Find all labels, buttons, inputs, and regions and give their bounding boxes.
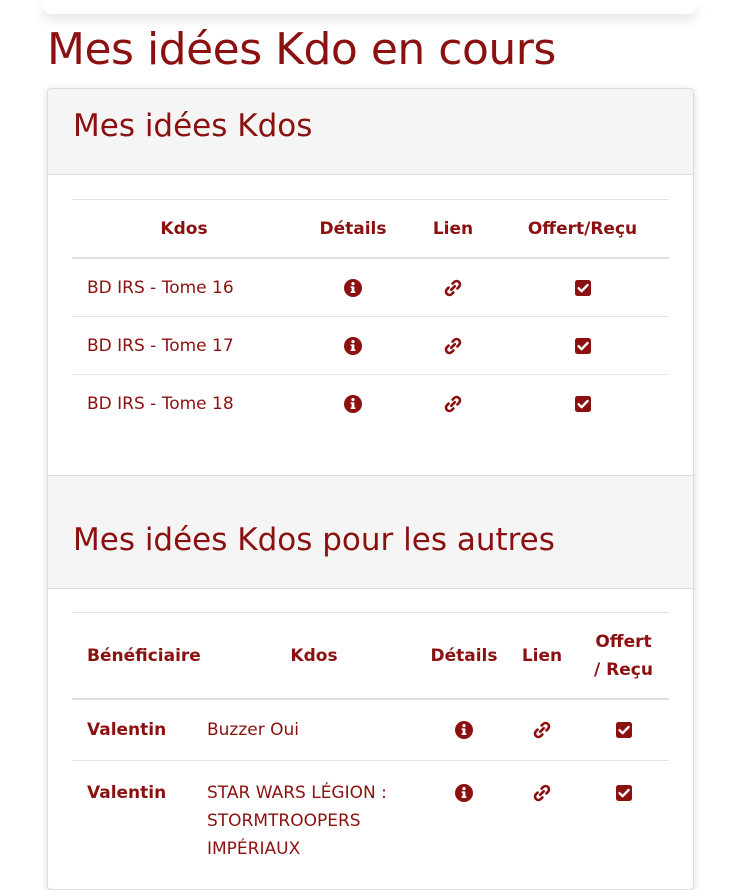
- kdo-name: BD IRS - Tome 18: [72, 375, 296, 433]
- table-row: [72, 761, 669, 880]
- table-row: [72, 375, 669, 433]
- col-offert-line1: Offert: [595, 631, 652, 652]
- checkbox-checked-icon[interactable]: [614, 783, 634, 803]
- kdo-name: BD IRS - Tome 16: [72, 258, 296, 317]
- col-lien: Lien: [410, 200, 496, 259]
- info-icon[interactable]: [343, 278, 363, 298]
- col-offert: [578, 613, 669, 700]
- table-row: [72, 258, 669, 317]
- table-row: [72, 699, 669, 761]
- col-details: Détails: [296, 200, 410, 259]
- col-kdos: Kdos: [206, 613, 422, 700]
- page-title: Mes idées Kdo en cours: [47, 24, 556, 75]
- info-icon[interactable]: [454, 783, 474, 803]
- section-mine-title: Mes idées Kdos: [73, 108, 313, 144]
- section-others-title: Mes idées Kdos pour les autres: [73, 522, 555, 558]
- table-header-row: [72, 200, 669, 259]
- beneficiaire-name: Valentin: [72, 699, 206, 761]
- checkbox-checked-icon[interactable]: [573, 278, 593, 298]
- beneficiaire-name: Valentin: [72, 761, 206, 880]
- info-icon[interactable]: [454, 720, 474, 740]
- section-others-header: [48, 475, 693, 589]
- kdo-name: BD IRS - Tome 17: [72, 317, 296, 375]
- col-offert: Offert/Reçu: [496, 200, 669, 259]
- checkbox-checked-icon[interactable]: [614, 720, 634, 740]
- kdo-card: [47, 88, 694, 890]
- kdo-name: STAR WARS LÉGION : STORMTROOPERS IMPÉRIAUX: [206, 761, 422, 880]
- my-kdos-table: [72, 199, 669, 432]
- link-icon[interactable]: [443, 278, 463, 298]
- table-row: [72, 317, 669, 375]
- col-beneficiaire: Bénéficiaire: [72, 613, 206, 700]
- link-icon[interactable]: [532, 720, 552, 740]
- previous-card-shadow: [42, 0, 697, 14]
- section-mine-header: [48, 89, 693, 175]
- col-lien: Lien: [506, 613, 578, 700]
- link-icon[interactable]: [443, 394, 463, 414]
- info-icon[interactable]: [343, 336, 363, 356]
- others-kdos-table: [72, 612, 669, 879]
- col-details: Détails: [422, 613, 506, 700]
- col-kdos: Kdos: [72, 200, 296, 259]
- info-icon[interactable]: [343, 394, 363, 414]
- checkbox-checked-icon[interactable]: [573, 394, 593, 414]
- col-offert-line2: / Reçu: [594, 659, 653, 680]
- checkbox-checked-icon[interactable]: [573, 336, 593, 356]
- table-header-row: [72, 613, 669, 700]
- link-icon[interactable]: [532, 783, 552, 803]
- kdo-name: Buzzer Oui: [206, 699, 422, 761]
- link-icon[interactable]: [443, 336, 463, 356]
